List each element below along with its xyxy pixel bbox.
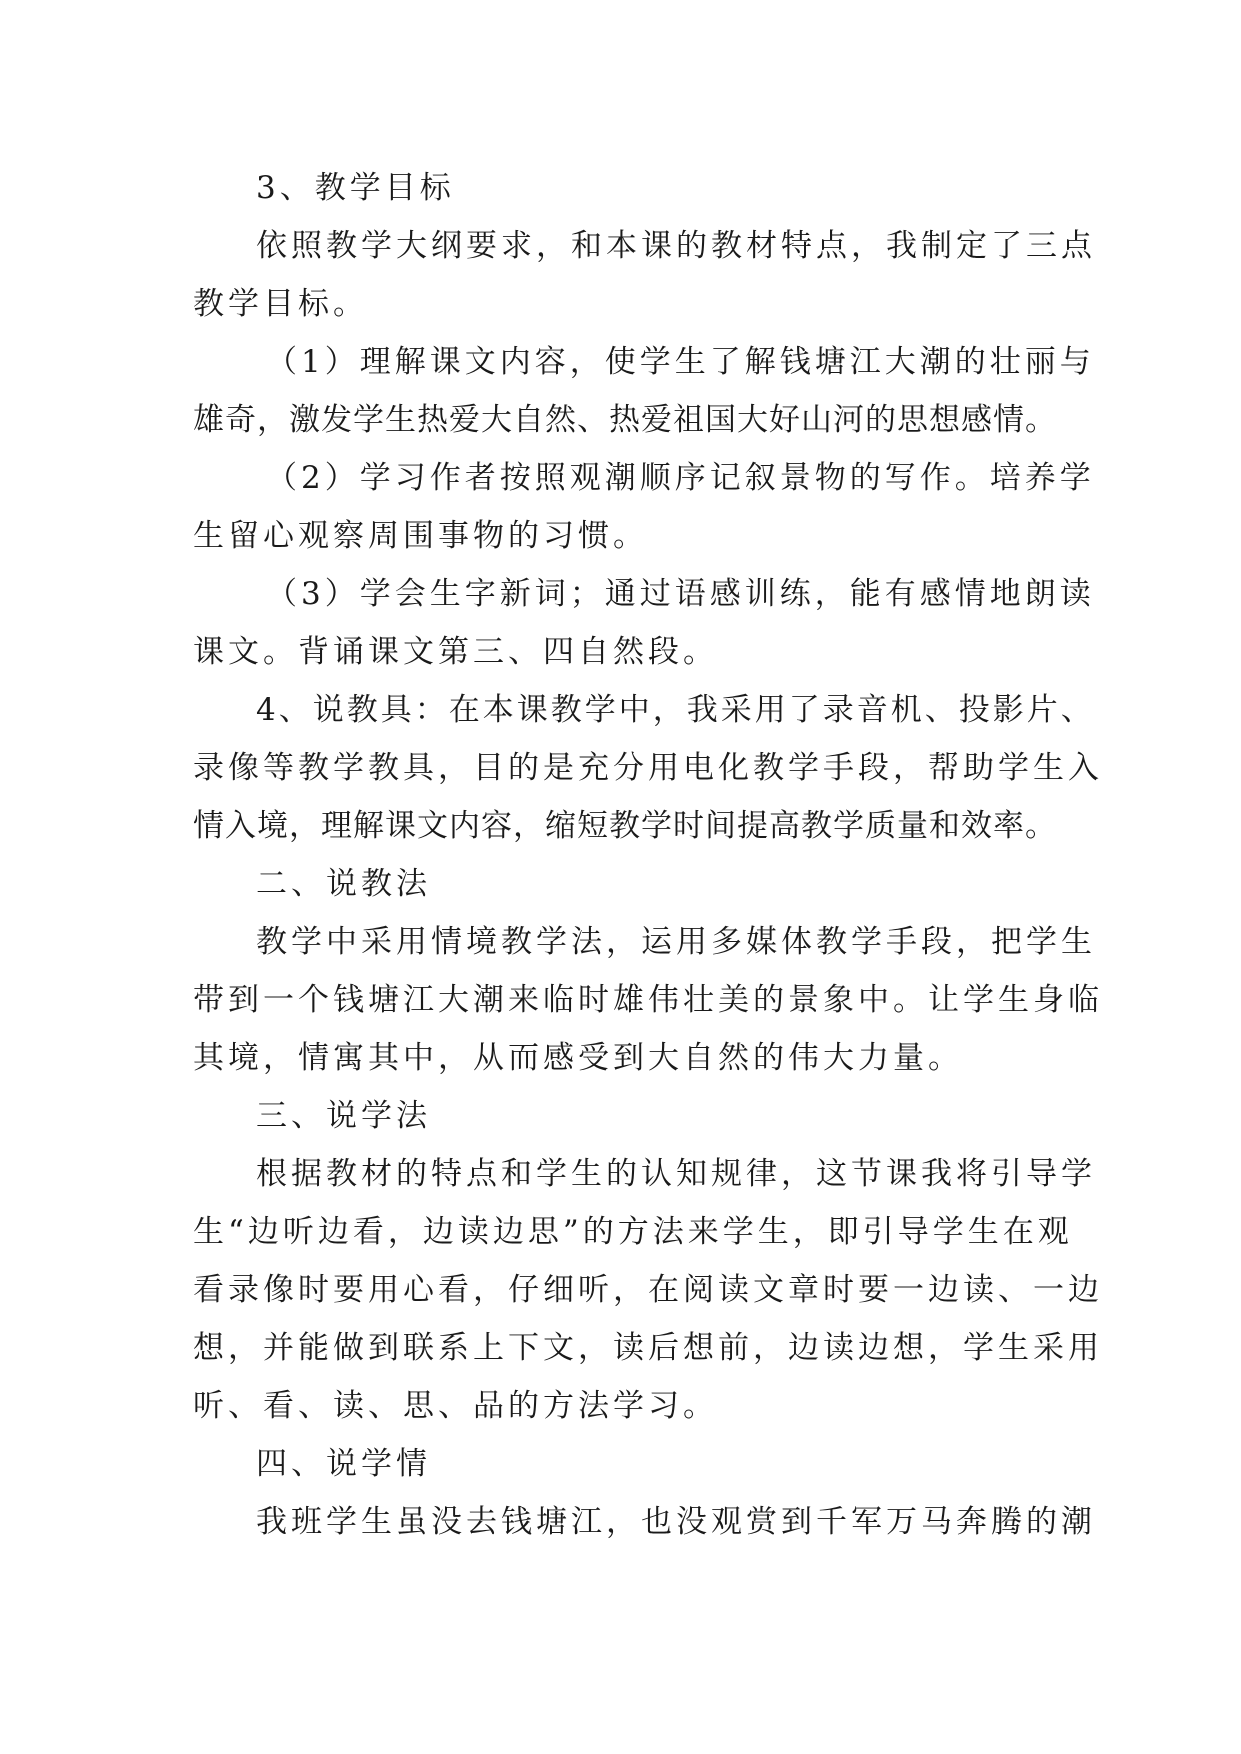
heading-learning-methods: 三、说学法: [256, 1098, 431, 1134]
list-item-1-line: （1）理解课文内容，使学生了解钱塘江大潮的壮丽与: [266, 344, 1095, 380]
paragraph-line: 想，并能做到联系上下文，读后想前，边读边想，学生采用: [193, 1330, 1103, 1366]
list-item-3-line: （3）学会生字新词；通过语感训练，能有感情地朗读: [266, 576, 1095, 612]
paragraph-line: 依照教学大纲要求，和本课的教材特点，我制定了三点: [256, 228, 1096, 264]
paragraph-line: 看录像时要用心看，仔细听，在阅读文章时要一边读、一边: [193, 1272, 1103, 1308]
paragraph-line: 情入境，理解课文内容，缩短教学时间提高教学质量和效率。: [193, 808, 1057, 844]
list-item-1-line: 雄奇，激发学生热爱大自然、热爱祖国大好山河的思想感情。: [193, 402, 1057, 438]
paragraph-teaching-aids: 4、说教具：在本课教学中，我采用了录音机、投影片、: [256, 692, 1095, 728]
list-item-3-line: 课文。背诵课文第三、四自然段。: [193, 634, 718, 670]
list-item-2-line: （2）学习作者按照观潮顺序记叙景物的写作。培养学: [266, 460, 1095, 496]
heading-teaching-methods: 二、说教法: [256, 866, 431, 902]
paragraph-line: 根据教材的特点和学生的认知规律，这节课我将引导学: [256, 1156, 1096, 1192]
paragraph-line: 带到一个钱塘江大潮来临时雄伟壮美的景象中。让学生身临: [193, 982, 1103, 1018]
paragraph-line: 听、看、读、思、品的方法学习。: [193, 1388, 718, 1424]
paragraph-line: 生“边听边看，边读边思”的方法来学生，即引导学生在观: [193, 1214, 1073, 1250]
heading-student-situation: 四、说学情: [256, 1446, 431, 1482]
paragraph-line: 教学目标。: [193, 286, 368, 322]
heading-teaching-goals: 3、教学目标: [256, 170, 455, 206]
paragraph-line: 其境，情寓其中，从而感受到大自然的伟大力量。: [193, 1040, 963, 1076]
list-item-2-line: 生留心观察周围事物的习惯。: [193, 518, 648, 554]
paragraph-line: 教学中采用情境教学法，运用多媒体教学手段，把学生: [256, 924, 1096, 960]
paragraph-line: 录像等教学教具，目的是充分用电化教学手段，帮助学生入: [193, 750, 1103, 786]
paragraph-line: 我班学生虽没去钱塘江，也没观赏到千军万马奔腾的潮: [256, 1504, 1096, 1540]
